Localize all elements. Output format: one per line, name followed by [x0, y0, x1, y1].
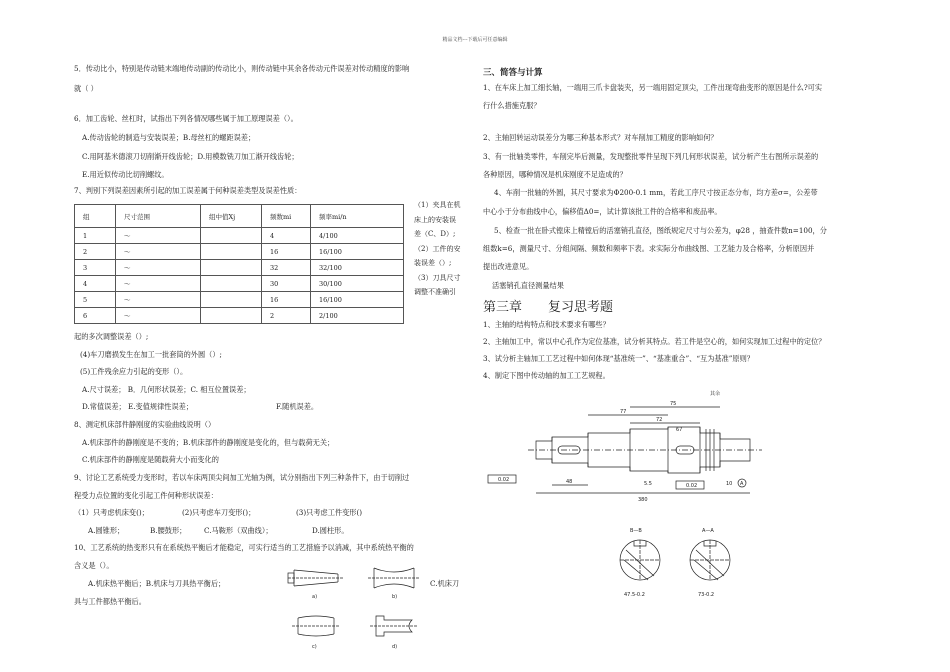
section-label-bb: B—B	[630, 528, 642, 534]
table-row	[75, 292, 404, 308]
table-row	[75, 244, 404, 260]
q7-item4: (4)车刀磨损发生在加工一批套筒的外圆（）;	[80, 350, 222, 359]
p3-line2: 各种原因，哪种情况是机床刚度不足造成的？	[483, 170, 627, 179]
dim-67: 67	[676, 427, 683, 433]
q9-cond3: (3)只考虑工件变形()	[296, 508, 363, 517]
section-dim-aa: 73-0.2	[698, 592, 715, 598]
q10-line2: 含义是（）。	[74, 561, 114, 570]
q7-item5: (5)工件残余应力引起的变形（）。	[80, 367, 188, 376]
q8-opt-c: C.机床部件的静刚度是随载荷大小而变化的	[82, 455, 219, 464]
table-cell	[201, 260, 262, 276]
q9-line2: 程受力点位置的变化引起工件何种形状误差：	[74, 491, 218, 500]
section-title: 三、简答与计算	[483, 68, 543, 78]
q5-line2: 就（ ）	[74, 84, 98, 93]
table-row	[75, 308, 404, 324]
q5-line1: 5．传动比小，特别是传动链末端地传动副的传动比小，则传动链中其余各传动元件误差对传动精度的影响	[74, 64, 410, 73]
table-cell: 32/100	[311, 260, 404, 276]
datum-label: A	[740, 481, 744, 487]
side-line: 调整不准确引	[414, 288, 456, 296]
th-rate: 频率mi/n	[311, 205, 404, 228]
dim-10: 10	[726, 481, 733, 487]
side-line: 差（C、D）;	[414, 230, 456, 238]
th-midvalue: 组中值Xj	[201, 205, 262, 228]
fig-a-taper	[288, 570, 344, 586]
table-cell: ～	[116, 244, 201, 260]
q9-line1: 9、讨论工艺系统受力变形时，若以车床两顶尖间加工光轴为例，试分别指出下列三种条件下，由于切削过	[74, 473, 410, 482]
p2: 2、主轴回转运动误差分为哪三种基本形式？对车削加工精度的影响如何？	[483, 133, 718, 142]
fig-c-barrel	[292, 616, 340, 636]
table-cell	[201, 292, 262, 308]
table-cell: 16	[262, 244, 311, 260]
table-cell: 16	[262, 292, 311, 308]
table-cell	[201, 228, 262, 244]
p5-line3: 提出改进意见。	[483, 262, 534, 271]
c-item3: 3、试分析主轴加工工艺过程中如何体现“基准统一”、“基准重合”、“互为基准”原则？	[483, 354, 754, 363]
p5-caption: 活塞销孔直径测量结果	[492, 281, 564, 290]
p4-line2: 中心小于分布曲线中心，偏移值Δ0=，试计算该批工件的合格率和废品率。	[483, 207, 722, 216]
section-dim-bb: 47.5-0.2	[624, 592, 645, 598]
table-header-row	[75, 205, 404, 228]
c-item2: 2、主轴加工中，常以中心孔作为定位基准，试分析其特点。若工件是空心的，如何实现加工过程中的定位？	[483, 337, 826, 346]
section-a-a	[690, 528, 730, 598]
table-cell: 16/100	[311, 244, 404, 260]
error-table	[74, 204, 404, 324]
table-row	[75, 260, 404, 276]
dim-380: 380	[638, 497, 648, 503]
q9-cond2: (2)只考虑车刀变形()；	[182, 508, 256, 517]
table-cell: ～	[116, 260, 201, 276]
table-cell: 6	[75, 308, 116, 324]
table-cell: 30/100	[311, 276, 404, 292]
q7-stem: 7、判别下列误差因素所引起的加工误差属于何种误差类型及误差性质：	[74, 186, 302, 195]
table-cell	[201, 244, 262, 260]
q7-opt-f: F.随机误差。	[276, 402, 319, 411]
q9-cond1: （1）只考虑机床变()；	[74, 508, 149, 517]
q6-stem: 6．加工齿轮、丝杠时，试指出下列各情况哪些属于加工原理误差（）。	[74, 114, 298, 123]
q10-opt-ab: A.机床热平衡后；B.机床与刀具热平衡后；	[88, 579, 226, 588]
th-group: 组	[75, 205, 116, 228]
p3-line1: 3、有一批轴类零件，车削完毕后测量，发现整批零件呈现下列几何形状误差，试分析产生右图所示误差的	[483, 152, 819, 161]
table-cell: ～	[116, 308, 201, 324]
shaft-drawing	[480, 385, 780, 510]
table-row	[75, 228, 404, 244]
q7-cont: 起的多次调整误差（）;	[74, 332, 149, 341]
q7-opts-abc: A.尺寸误差； B．几何形状误差；C. 相互位置误差；	[82, 385, 251, 394]
tol-value-right: 0.02	[686, 483, 698, 489]
q10-line1: 10、工艺系统的热变形只有在系统热平衡后才能稳定，可实行适当的工艺措施予以消减，其中系统热平衡的	[74, 543, 414, 552]
chapter-number: 第三章	[483, 300, 523, 315]
q9-opt-a: A.圆锥形；	[88, 526, 125, 535]
side-line: （2）工件的安	[414, 244, 461, 253]
q8-stem: 8、测定机床部件静刚度的实验曲线说明（）	[74, 420, 216, 429]
dim-5-5: 5.5	[644, 481, 652, 487]
table-cell: 2	[75, 244, 116, 260]
section-views	[610, 520, 750, 600]
q6-opt-ab: A.传动齿轮的制造与安装误差；B.母丝杠的螺距误差；	[82, 133, 256, 142]
side-line: （3）刀具尺寸	[414, 273, 461, 282]
th-range: 尺寸范围	[116, 205, 201, 228]
table-cell: 2/100	[311, 308, 404, 324]
q9-opt-c: C.马鞍形（双曲线）；	[204, 526, 273, 535]
shape-error-figure	[284, 556, 434, 652]
chapter-title: 复习思考题	[548, 300, 614, 315]
section-label-aa: A—A	[702, 528, 714, 534]
q7-opts-de: D.常值误差； E.变值规律性误差；	[82, 402, 194, 411]
fig-label-d: d)	[392, 644, 398, 650]
table-cell: 4	[75, 276, 116, 292]
drawing-others-label: 其余	[710, 391, 721, 397]
table-cell: 30	[262, 276, 311, 292]
page-header: 精品文档---下载后可任意编辑	[442, 37, 508, 43]
table-cell: 32	[262, 260, 311, 276]
side-line: （1）夹具在机	[414, 201, 461, 209]
table-cell	[201, 308, 262, 324]
table-cell: ～	[116, 276, 201, 292]
fig-label-c: c)	[312, 644, 317, 650]
table-cell: ～	[116, 292, 201, 308]
p5-line2: 组数k=6，测量尺寸、分组间隔、频数和频率下表。求实际分布曲线图、工艺能力及合格率，分析原因并	[483, 244, 815, 253]
table-cell: 4/100	[311, 228, 404, 244]
q6-opt-cd: C.用阿基米德滚刀切削渐开线齿轮；D.用模数铣刀加工渐开线齿轮；	[82, 152, 299, 161]
table-cell: 5	[75, 292, 116, 308]
dim-77: 77	[620, 409, 627, 415]
table-cell: 16/100	[311, 292, 404, 308]
q6-opt-e: E.用近似传动比切削螺纹。	[82, 170, 169, 179]
q9-opt-d: D.圆柱形。	[312, 526, 349, 535]
table-row	[75, 276, 404, 292]
tol-value-left: 0.02	[498, 477, 510, 483]
q10-cont: 具与工件都热平衡后。	[74, 597, 146, 606]
side-line: 床上的安装误	[414, 215, 456, 224]
table-cell	[201, 276, 262, 292]
table-cell: 3	[75, 260, 116, 276]
fig-label-b: b)	[392, 594, 398, 600]
p1-line2: 行什么措施克服？	[483, 101, 541, 110]
dim-48: 48	[566, 479, 573, 485]
table-cell: ～	[116, 228, 201, 244]
dim-72: 72	[656, 417, 663, 423]
th-frequency: 频数mi	[262, 205, 311, 228]
c-item4: 4、制定下图中传动轴的加工工艺规程。	[483, 371, 610, 380]
section-b-b	[620, 528, 660, 598]
p1-line1: 1、在车床上加工细长轴，一端用三爪卡盘装夹，另一端用固定顶尖，工件出现弯曲变形的原因是什么?可实	[483, 83, 823, 92]
p5-line1: 5、检查一批在卧式镗床上精镗后的活塞销孔直径，图纸规定尺寸与公差为，φ28 ，抽查件数n=100，分	[494, 226, 827, 235]
table-cell: 2	[262, 308, 311, 324]
c-item1: 1、主轴的结构特点和技术要求有哪些？	[483, 320, 610, 329]
side-line: 装误差（）;	[414, 259, 452, 267]
fig-b-saddle	[368, 568, 420, 588]
dim-75: 75	[670, 401, 677, 407]
table-cell: 4	[262, 228, 311, 244]
q10-opt-c: C.机床刀	[430, 579, 460, 588]
table-cell: 1	[75, 228, 116, 244]
fig-d-stepped	[370, 616, 418, 636]
p4-line1: 4、车削一批轴的外圆，其尺寸要求为Φ200-0.1 mm，若此工序尺寸按正态分布，均方差σ=，公差带	[494, 188, 818, 197]
q7-side-text	[414, 198, 460, 300]
q9-opt-b: B.腰鼓形；	[150, 526, 187, 535]
q8-opt-ab: A.机床部件的静刚度是不变的；B.机床部件的静刚度是变化的，但与载荷无关；	[82, 438, 335, 447]
fig-label-a: a)	[312, 594, 318, 600]
